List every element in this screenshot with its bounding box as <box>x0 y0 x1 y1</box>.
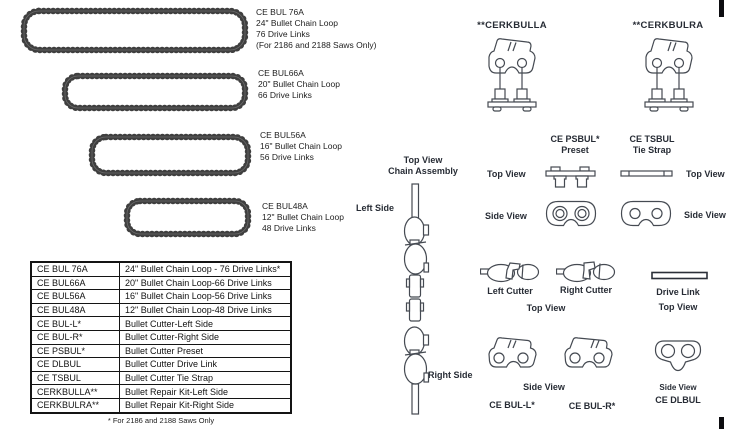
part-desc-cell: Bullet Repair Kit-Right Side <box>120 398 292 412</box>
preset-top-view-drawing <box>544 164 598 191</box>
caption-line: 20" Bullet Chain Loop <box>258 79 340 89</box>
repair-kit-right-drawing <box>640 37 698 115</box>
part-desc-cell: 12" Bullet Chain Loop-48 Drive Links <box>120 303 292 317</box>
parts-table <box>30 261 292 414</box>
page-edge-mark-bottom <box>719 417 724 429</box>
table-row <box>31 276 291 290</box>
part-desc-cell: Bullet Cutter-Right Side <box>120 330 292 344</box>
top-view-label-left: Top View <box>487 169 526 179</box>
page-edge-mark-top <box>719 0 724 17</box>
table-row <box>31 290 291 304</box>
preset-name: Preset <box>561 144 589 155</box>
tie-strap-header <box>612 134 692 155</box>
chain-loop-56a-drawing <box>86 131 254 179</box>
part-desc-cell: Bullet Cutter Preset <box>120 344 292 358</box>
table-row <box>31 398 291 412</box>
dlbul-side-view-drawing <box>653 339 703 375</box>
part-number-cell: CE DLBUL <box>31 358 120 372</box>
repair-kit-left-drawing <box>483 37 541 115</box>
table-row <box>31 385 291 399</box>
side-view-label-bottom: Side View <box>523 382 565 392</box>
caption-line: 12" Bullet Chain Loop <box>262 212 344 222</box>
part-desc-cell: Bullet Cutter-Left Side <box>120 317 292 331</box>
part-desc-cell: Bullet Cutter Drive Link <box>120 358 292 372</box>
loop-caption-48a <box>262 201 344 234</box>
caption-line: 16" Bullet Chain Loop <box>260 141 342 151</box>
side-view-label-right: Side View <box>684 210 726 220</box>
part-desc-cell: Bullet Repair Kit-Left Side <box>120 385 292 399</box>
drive-link-label: Drive Link <box>656 287 700 297</box>
table-row <box>31 317 291 331</box>
tie-strap-name: Tie Strap <box>632 144 672 155</box>
bul-r-label: CE BUL-R* <box>568 401 616 411</box>
part-desc-cell: 16" Bullet Chain Loop-56 Drive Links <box>120 290 292 304</box>
right-side-label: Right Side <box>428 370 473 380</box>
side-view-label-left: Side View <box>485 211 527 221</box>
caption-line: (For 2186 and 2188 Saws Only) <box>256 40 377 50</box>
caption-line: 66 Drive Links <box>258 90 312 100</box>
caption-line: 48 Drive Links <box>262 223 316 233</box>
preset-side-view-drawing <box>545 200 598 228</box>
table-row <box>31 371 291 385</box>
bul-r-side-view-drawing <box>560 336 618 370</box>
caption-line: 24" Bullet Chain Loop <box>256 18 338 28</box>
part-number-cell: CE BUL-L* <box>31 317 120 331</box>
part-number-cell: CE BUL-R* <box>31 330 120 344</box>
table-row <box>31 330 291 344</box>
right-cutter-top-view-drawing <box>556 259 617 284</box>
left-cutter-label: Left Cutter <box>487 286 533 296</box>
part-number-cell: CE BUL48A <box>31 303 120 317</box>
chain-loop-76a-drawing <box>18 5 251 56</box>
part-number-cell: CE TSBUL <box>31 371 120 385</box>
left-side-label: Left Side <box>356 203 395 213</box>
part-number-cell: CE BUL56A <box>31 290 120 304</box>
preset-code: CE PSBUL* <box>550 134 600 144</box>
caption-line: CE BUL48A <box>262 201 308 211</box>
table-row <box>31 344 291 358</box>
drive-link-top-view-label: Top View <box>658 302 698 312</box>
repair-kit-left-label: **CERKBULLA <box>477 20 547 31</box>
caption-line: 76 Drive Links <box>256 29 310 39</box>
dlbul-side-view-label: Side View <box>659 383 697 392</box>
chain-assembly-drawing <box>397 183 433 415</box>
chain-assembly-label <box>380 155 466 176</box>
caption-line: CE BUL66A <box>258 68 304 78</box>
part-number-cell: CERKBULRA** <box>31 398 120 412</box>
part-desc-cell: Bullet Cutter Tie Strap <box>120 371 292 385</box>
right-cutter-label: Right Cutter <box>560 285 612 295</box>
chain-assembly-label-line1: Top View <box>403 155 443 165</box>
preset-header <box>535 134 615 155</box>
part-number-cell: CE BUL 76A <box>31 262 120 276</box>
table-row <box>31 303 291 317</box>
part-number-cell: CE BUL66A <box>31 276 120 290</box>
cutters-top-view-label: Top View <box>526 303 566 313</box>
drive-link-top-view-drawing <box>651 271 708 281</box>
part-number-cell: CERKBULLA** <box>31 385 120 399</box>
part-number-cell: CE PSBUL* <box>31 344 120 358</box>
chain-loop-66a-drawing <box>59 70 251 114</box>
table-footnote: * For 2186 and 2188 Saws Only <box>107 416 215 425</box>
tie-strap-top-view-drawing <box>620 169 673 179</box>
table-row <box>31 358 291 372</box>
dlbul-label: CE DLBUL <box>655 395 701 405</box>
part-desc-cell: 24" Bullet Chain Loop - 76 Drive Links* <box>120 262 292 276</box>
bul-l-label: CE BUL-L* <box>489 400 535 410</box>
bul-l-side-view-drawing <box>484 336 541 370</box>
top-view-label-right: Top View <box>686 169 725 179</box>
tie-strap-side-view-drawing <box>620 200 673 228</box>
loop-caption-76a <box>256 7 376 51</box>
chain-assembly-label-line2: Chain Assembly <box>388 165 458 176</box>
caption-line: 56 Drive Links <box>260 152 314 162</box>
caption-line: CE BUL56A <box>260 130 306 140</box>
left-cutter-top-view-drawing <box>480 260 541 284</box>
loop-caption-66a <box>258 68 340 101</box>
caption-line: CE BUL 76A <box>256 7 304 17</box>
tie-strap-code: CE TSBUL <box>629 134 675 144</box>
loop-caption-56a <box>260 130 342 163</box>
chain-loop-48a-drawing <box>121 195 254 240</box>
table-row <box>31 262 291 276</box>
repair-kit-right-label: **CERKBULRA <box>632 20 704 31</box>
part-desc-cell: 20" Bullet Chain Loop-66 Drive Links <box>120 276 292 290</box>
